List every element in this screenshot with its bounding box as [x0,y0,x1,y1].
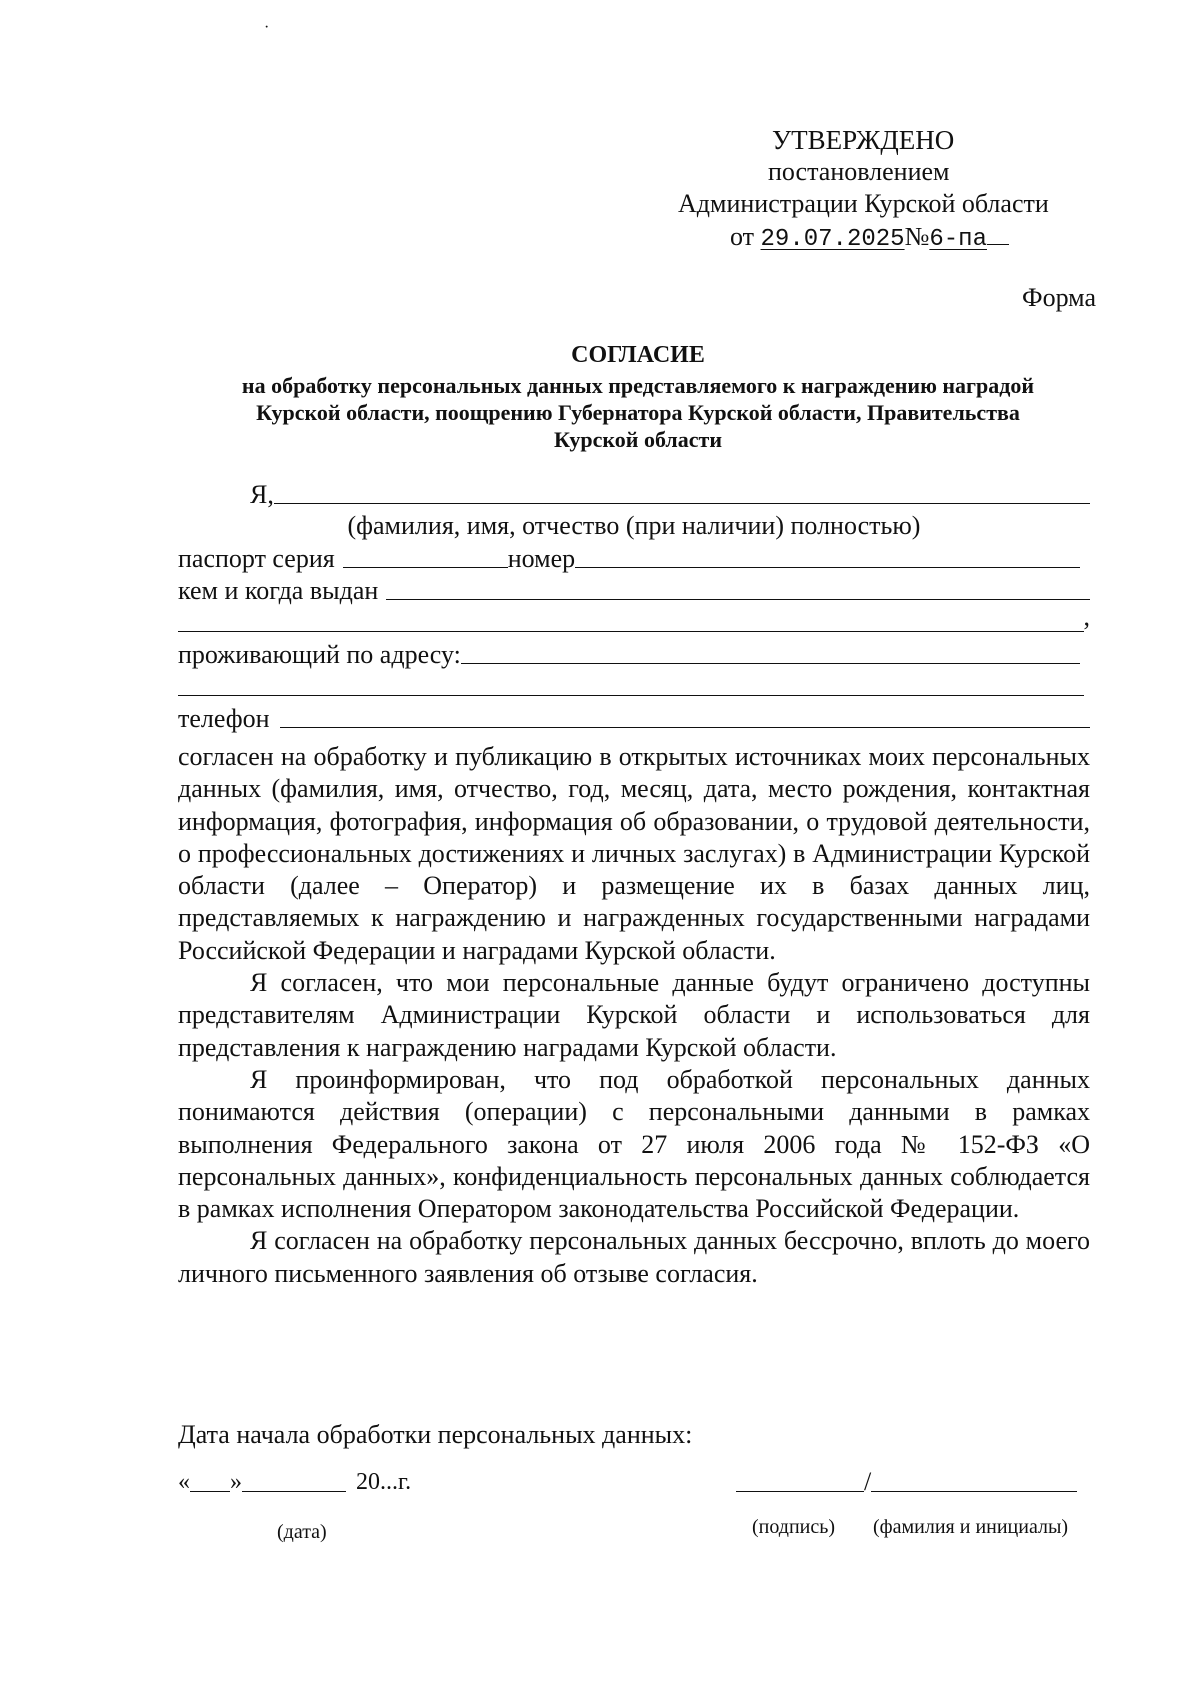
approval-resolution: постановлением [768,157,950,186]
signature-field[interactable] [736,1469,864,1492]
phone-row [178,702,1090,734]
consent-paragraph-2: Я согласен, что мои персональные данные будут ограничено доступны представителям Администрации Курской области и использоваться для представления к награждению наградами Курской области. [178,968,1090,1062]
passport-row [178,542,1090,574]
document-title [170,340,1106,453]
fio-caption: (фамилия, имя, отчество (при наличии) полностью) [347,511,921,540]
date-caption: (дата) [277,1521,327,1543]
year-text: 20...г. [356,1469,412,1495]
passport-series-field[interactable] [343,543,508,568]
i-label: Я, [250,480,274,509]
name-caption: (фамилия и инициалы) [873,1516,1069,1538]
title-sub-line-3: Курской области [553,427,722,452]
approval-number: 6-па [929,226,987,253]
address-label: проживающий по адресу: [178,640,461,669]
address-field[interactable] [461,639,1080,664]
title-main: СОГЛАСИЕ [571,342,705,368]
signature-caption: (подпись) [752,1516,836,1538]
approval-stamp [620,124,1180,256]
scan-dot: · [264,19,270,36]
consent-body [178,741,1090,1290]
form-label: Форма [1022,283,1096,312]
issued-row [178,574,1090,606]
title-sub-line-1: на обработку персональных данных представляемого к награждению наградой [241,373,1035,398]
consent-paragraph-3: Я проинформирован, что под обработкой персональных данных понимаются действия (операции) с персональными данными в рамках выполнения Федерального закона от 27 июля 2006 года № 152-ФЗ «О персональных данных», конфиденциальность персональных данных соблюдается в рамках исполнения Оператором законодательства Российской Федерации. [178,1064,1090,1224]
passport-series-label: паспорт серия [178,544,335,573]
approval-from-prefix: от [730,222,755,251]
personal-data-fields [178,478,1090,734]
issued-field-continued[interactable] [178,607,1084,632]
approval-number-underline [987,220,1009,245]
fio-field[interactable] [274,479,1090,504]
approval-date: 29.07.2025 [760,226,905,253]
signature-line [736,1466,1077,1498]
issued-label: кем и когда выдан [178,576,379,605]
address-row [178,638,1090,670]
fio-row [178,478,1090,510]
open-quote: « [178,1469,190,1495]
approval-date-number [730,220,1180,256]
close-quote: » [230,1469,242,1495]
issued-field[interactable] [386,575,1090,600]
consent-paragraph-1: согласен на обработку и публикацию в открытых источниках моих персональных данных (фамилия, имя, отчество, год, месяц, дата, место рождения, контактная информация, фотография, информация об образовании, о трудовой деятельности, о профессиональных достижениях и личных заслугах) в Администрации Курской области (далее – Оператор) и размещение их в базах данных лиц, представляемых к награждению и награжденных государственными наградами Российской Федерации и наградами Курской области. [178,742,1090,965]
title-sub-line-2: Курской области, поощрению Губернатора Курской области, Правительства [256,400,1020,425]
processing-start-label: Дата начала обработки персональных данных: [178,1420,693,1449]
month-field[interactable] [242,1469,346,1492]
name-initials-field[interactable] [871,1469,1077,1492]
approval-number-sign: № [904,222,930,251]
approval-heading: УТВЕРЖДЕНО [772,125,955,155]
consent-paragraph-4: Я согласен на обработку персональных данных бессрочно, вплоть до моего личного письменного заявления об отзыве согласия. [178,1226,1090,1288]
address-field-continued[interactable] [178,671,1084,696]
issued-comma: , [1083,602,1090,631]
signature-slash: / [864,1467,872,1496]
day-field[interactable] [190,1469,230,1492]
passport-number-label: номер [507,544,576,573]
approval-authority: Администрации Курской области [678,189,1049,218]
address-row-2 [178,670,1090,702]
issued-row-2 [178,602,1090,638]
date-line [178,1466,411,1498]
passport-number-field[interactable] [575,543,1080,568]
phone-field[interactable] [280,703,1091,728]
phone-label: телефон [178,704,270,733]
